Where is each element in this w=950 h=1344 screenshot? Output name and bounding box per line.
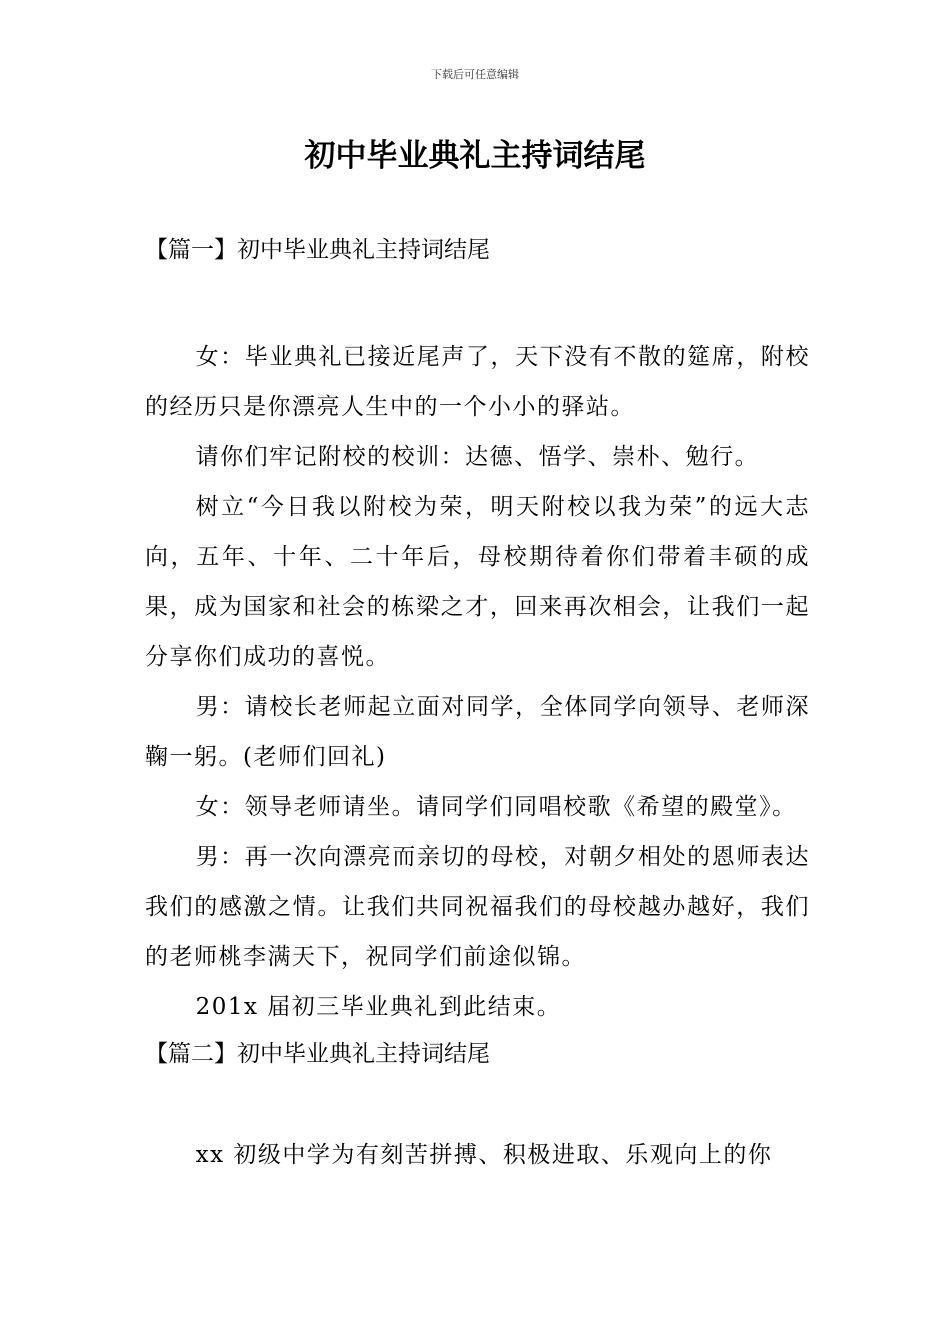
section-heading-2: 【篇二】初中毕业典礼主持词结尾 (145, 1041, 490, 1067)
paragraph: 男：再一次向漂亮而亲切的母校，对朝夕相处的恩师表达我们的感激之情。让我们共同祝福我们的母校越办越好，我们的老师桃李满天下，祝同学们前途似锦。 (145, 844, 810, 970)
paragraph: 男：请校长老师起立面对同学，全体同学向领导、老师深鞠一躬。(老师们回礼) (145, 694, 810, 770)
paragraph: 201x 届初三毕业典礼到此结束。 (195, 994, 562, 1020)
paragraph: 女：领导老师请坐。请同学们同唱校歌《希望的殿堂》。 (195, 794, 797, 820)
paragraph: 树立“今日我以附校为荣，明天附校以我为荣”的远大志向，五年、十年、二十年后，母校期待着你们带着丰硕的成果，成为国家和社会的栋梁之才，回来再次相会，让我们一起分享你们成功的喜悦。 (145, 494, 810, 670)
paragraph: 女：毕业典礼已接近尾声了，天下没有不散的筵席，附校的经历只是你漂亮人生中的一个小小的驿站。 (145, 344, 810, 420)
document-title: 初中毕业典礼主持词结尾 (304, 138, 646, 174)
section-heading-1: 【篇一】初中毕业典礼主持词结尾 (145, 237, 490, 263)
paragraph: 请你们牢记附校的校训：达德、悟学、崇朴、勉行。 (195, 444, 760, 470)
paragraph: xx 初级中学为有刻苦拼搏、积极进取、乐观向上的你 (195, 1142, 773, 1168)
document-body (145, 232, 810, 1180)
page-header: 下载后可任意编辑 (431, 68, 519, 81)
